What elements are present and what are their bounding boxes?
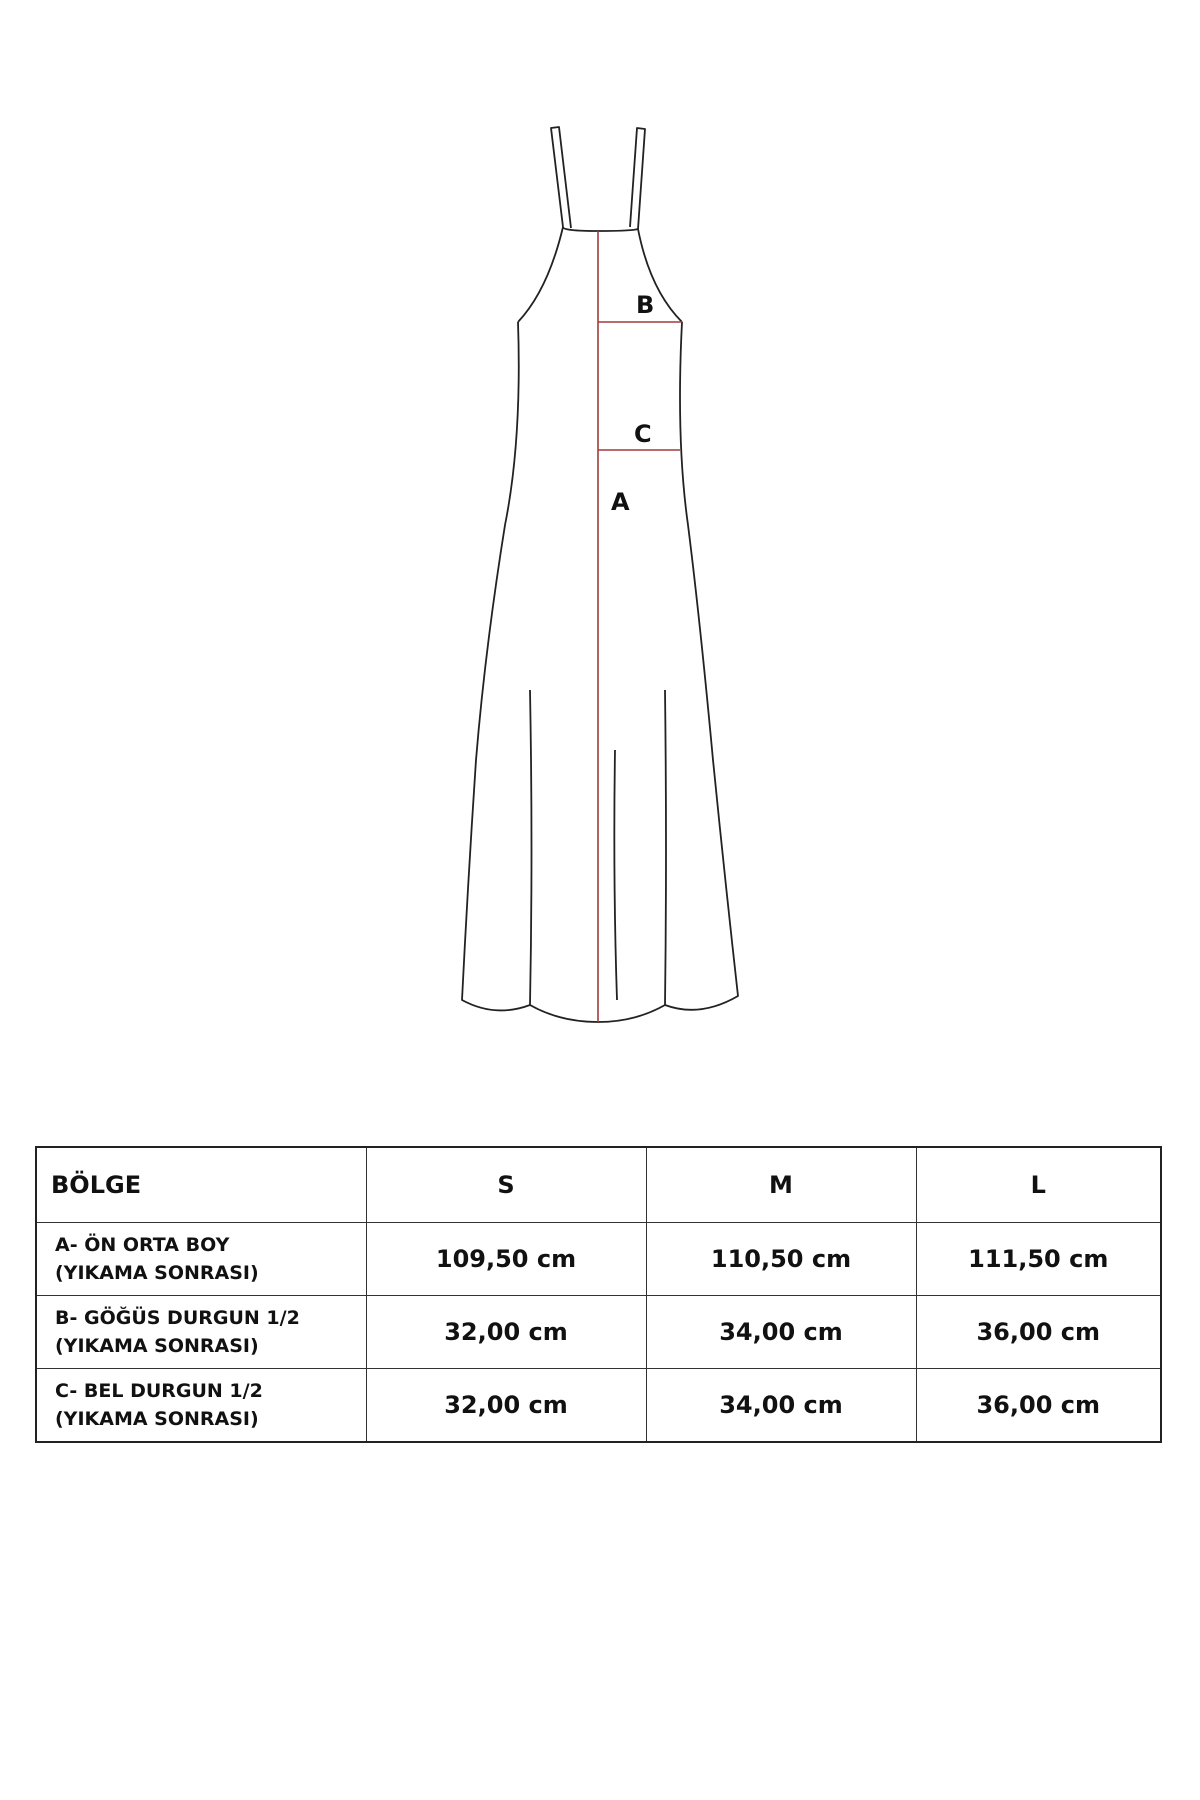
region-cell bbox=[36, 1223, 366, 1296]
dress-body bbox=[462, 322, 738, 1022]
bodice-neckline bbox=[563, 227, 638, 231]
region-note: (YIKAMA SONRASI) bbox=[55, 1335, 259, 1357]
region-cell bbox=[36, 1296, 366, 1369]
region-note: (YIKAMA SONRASI) bbox=[55, 1408, 259, 1430]
table-row bbox=[36, 1223, 1161, 1296]
value-m: 34,00 cm bbox=[646, 1296, 916, 1369]
table-row bbox=[36, 1296, 1161, 1369]
value-s: 32,00 cm bbox=[366, 1369, 646, 1443]
header-size-l: L bbox=[916, 1147, 1161, 1223]
center-drape-line bbox=[614, 750, 617, 1000]
header-size-s: S bbox=[366, 1147, 646, 1223]
left-seam-line bbox=[530, 690, 532, 1005]
table-row bbox=[36, 1369, 1161, 1443]
header-region: BÖLGE bbox=[36, 1147, 366, 1223]
region-cell bbox=[36, 1369, 366, 1443]
value-l: 36,00 cm bbox=[916, 1296, 1161, 1369]
size-chart-header bbox=[36, 1147, 1161, 1223]
size-chart-body bbox=[36, 1223, 1161, 1443]
value-l: 111,50 cm bbox=[916, 1223, 1161, 1296]
value-m: 34,00 cm bbox=[646, 1369, 916, 1443]
header-size-m: M bbox=[646, 1147, 916, 1223]
left-strap bbox=[551, 127, 571, 228]
value-l: 36,00 cm bbox=[916, 1369, 1161, 1443]
value-s: 32,00 cm bbox=[366, 1296, 646, 1369]
value-m: 110,50 cm bbox=[646, 1223, 916, 1296]
measurement-lines bbox=[598, 231, 682, 1022]
value-s: 109,50 cm bbox=[366, 1223, 646, 1296]
measure-label-c: C bbox=[634, 420, 652, 448]
right-seam-line bbox=[665, 690, 666, 1005]
dress-outline bbox=[462, 127, 738, 1022]
header-row bbox=[36, 1147, 1161, 1223]
size-chart-table bbox=[35, 1146, 1162, 1443]
region-name: C- BEL DURGUN 1/2 bbox=[55, 1380, 263, 1402]
region-name: B- GÖĞÜS DURGUN 1/2 bbox=[55, 1307, 300, 1329]
region-note: (YIKAMA SONRASI) bbox=[55, 1262, 259, 1284]
right-strap bbox=[630, 128, 645, 229]
left-armhole bbox=[518, 227, 563, 322]
region-name: A- ÖN ORTA BOY bbox=[55, 1234, 230, 1256]
measure-label-b: B bbox=[636, 291, 655, 319]
measure-label-a: A bbox=[611, 488, 630, 516]
